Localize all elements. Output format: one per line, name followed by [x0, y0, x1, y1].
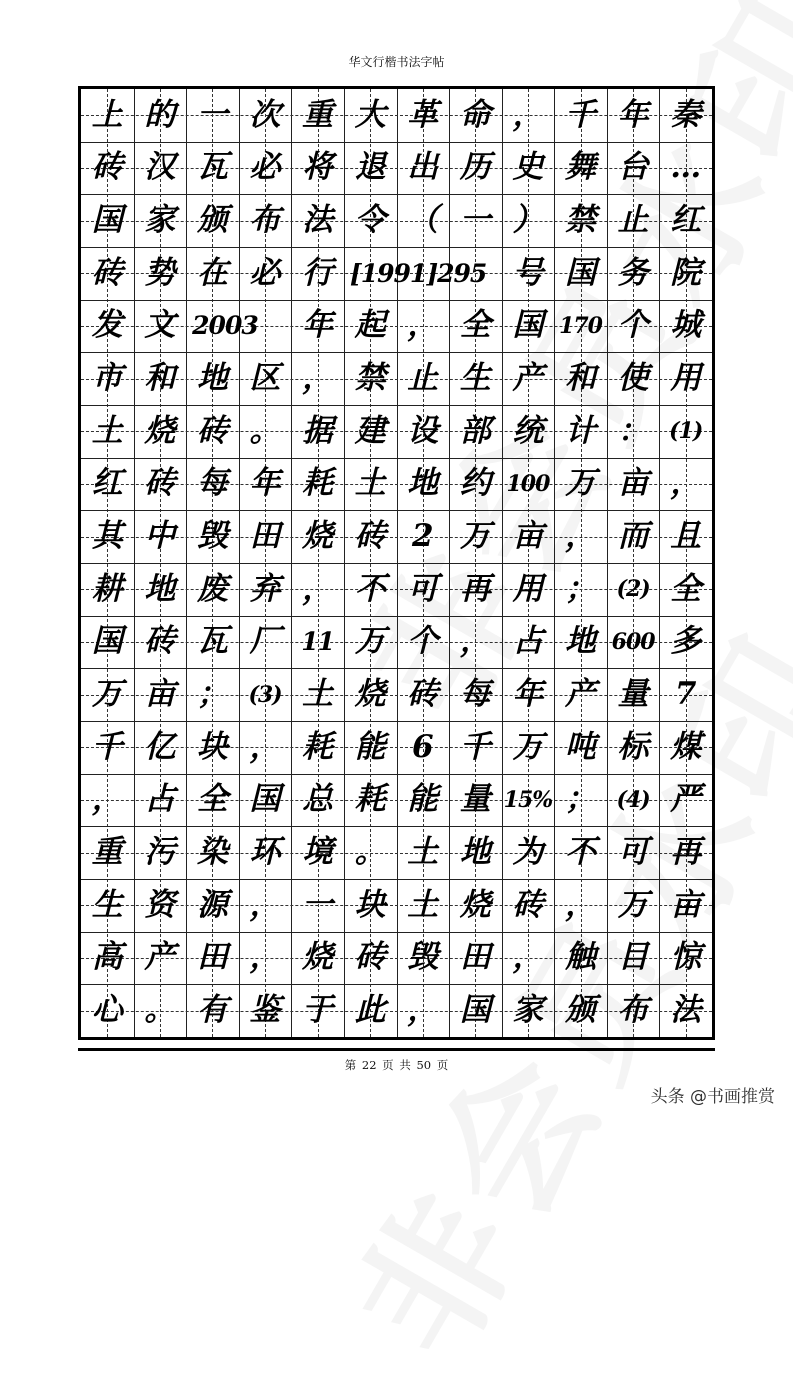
grid-character-cell: 毁	[196, 518, 228, 555]
grid-character-cell: 有	[196, 992, 228, 1029]
grid-character-cell: 出	[407, 149, 439, 186]
grid-character-cell: 的	[144, 96, 176, 133]
grid-character-cell: 境	[302, 834, 334, 871]
grid-character-cell: 能	[354, 728, 386, 765]
grid-character-cell: ，	[512, 939, 544, 976]
grid-character-cell: 而	[617, 518, 649, 555]
grid-character-cell: 不	[354, 570, 386, 607]
grid-character-cell: 田	[249, 518, 281, 555]
grid-character-cell: 年	[249, 465, 281, 502]
grid-character-cell: 台	[617, 149, 649, 186]
grid-character-cell: 产	[565, 676, 597, 713]
grid-character-cell: 国	[249, 781, 281, 818]
grid-character-cell: 土	[91, 412, 123, 449]
grid-character-cell: 亩	[617, 465, 649, 502]
grid-character-cell: 6	[412, 728, 434, 765]
grid-character-cell: 能	[407, 781, 439, 818]
grid-character-cell: 2	[412, 518, 434, 555]
grid-character-cell: 100	[506, 470, 550, 497]
grid-character-cell: 全	[196, 781, 228, 818]
grid-character-cell: 汉	[144, 149, 176, 186]
grid-character-cell: ，	[407, 992, 439, 1029]
grid-character-cell: 全	[670, 570, 702, 607]
grid-character-cell: 红	[91, 465, 123, 502]
grid-character-cell: 重	[91, 834, 123, 871]
grid-character-cell: 。	[144, 992, 176, 1029]
grid-character-cell: …	[670, 149, 702, 186]
grid-character-cell: 和	[144, 360, 176, 397]
grid-character-cell: 烧	[144, 412, 176, 449]
grid-character-cell: 烧	[459, 886, 491, 923]
grid-character-cell: 千	[91, 728, 123, 765]
grid-character-cell: ，	[512, 96, 544, 133]
grid-character-cell: 亩	[144, 676, 176, 713]
grid-character-cell: 源	[196, 886, 228, 923]
grid-character-cell: 11	[301, 627, 335, 657]
grid-character-cell: 砖	[407, 676, 439, 713]
grid-character-cell: 舞	[565, 149, 597, 186]
grid-character-cell: ；	[565, 781, 597, 818]
grid-character-cell: 势	[144, 254, 176, 291]
grid-character-cell: 耗	[354, 781, 386, 818]
grid-character-cell: 个	[617, 307, 649, 344]
grid-character-cell: ，	[249, 728, 281, 765]
grid-character-cell: 于	[302, 992, 334, 1029]
grid-character-cell: 可	[617, 834, 649, 871]
grid-character-cell: 亿	[144, 728, 176, 765]
grid-character-cell: 每	[196, 465, 228, 502]
grid-character-cell: 史	[512, 149, 544, 186]
grid-character-cell: 地	[565, 623, 597, 660]
grid-character-cell: 耗	[302, 465, 334, 502]
grid-character-cell: (4)	[616, 786, 650, 813]
grid-character-cell: 计	[565, 412, 597, 449]
calligraphy-grid	[81, 89, 712, 1037]
grid-character-cell: 量	[617, 676, 649, 713]
source-attribution: 头条 @书画推赏	[650, 1087, 775, 1107]
grid-character-cell: 染	[196, 834, 228, 871]
grid-character-cell: 砖	[144, 623, 176, 660]
grid-character-cell: 污	[144, 834, 176, 871]
page-number: 第 22 页 共 50 页	[344, 1058, 449, 1072]
grid-character-cell: 且	[670, 518, 702, 555]
grid-character-cell: 用	[670, 360, 702, 397]
grid-character-cell: 万	[617, 886, 649, 923]
grid-character-cell: 颁	[565, 992, 597, 1029]
grid-character-cell: 国	[91, 202, 123, 239]
grid-character-cell: 2003	[192, 311, 258, 341]
grid-character-cell: ，	[302, 360, 334, 397]
grid-character-cell: ，	[459, 623, 491, 660]
grid-character-cell: 砖	[354, 939, 386, 976]
grid-character-cell: 土	[407, 834, 439, 871]
grid-character-cell: 颁	[196, 202, 228, 239]
grid-character-cell: 弃	[249, 570, 281, 607]
grid-character-cell: 重	[302, 96, 334, 133]
grid-character-cell: 年	[302, 307, 334, 344]
grid-character-cell: 标	[617, 728, 649, 765]
grid-character-cell: 区	[249, 360, 281, 397]
grid-character-cell: 次	[249, 96, 281, 133]
grid-character-cell: 止	[407, 360, 439, 397]
grid-character-cell: 砖	[91, 149, 123, 186]
grid-character-cell: 法	[302, 202, 334, 239]
grid-character-cell: 上	[91, 96, 123, 133]
grid-character-cell: 严	[670, 781, 702, 818]
grid-character-cell: 年	[617, 96, 649, 133]
grid-character-cell: ：	[617, 412, 649, 449]
grid-character-cell: 红	[670, 202, 702, 239]
grid-character-cell: 命	[459, 96, 491, 133]
grid-character-cell: (3)	[248, 681, 282, 708]
grid-character-cell: ；	[196, 676, 228, 713]
grid-character-cell: 煤	[670, 728, 702, 765]
grid-character-cell: 15%	[503, 786, 553, 813]
grid-character-cell: 高	[91, 939, 123, 976]
grid-character-cell: 资	[144, 886, 176, 923]
bottom-rule	[78, 1048, 715, 1051]
grid-character-cell: 瓦	[196, 149, 228, 186]
grid-character-cell: 历	[459, 149, 491, 186]
grid-character-cell: 。	[249, 412, 281, 449]
grid-character-cell: 国	[91, 623, 123, 660]
grid-character-cell: ，	[565, 518, 597, 555]
grid-character-cell: 中	[144, 518, 176, 555]
grid-character-cell: 烧	[302, 518, 334, 555]
grid-character-cell: 7	[674, 676, 697, 713]
grid-character-cell: 地	[407, 465, 439, 502]
grid-character-cell: 万	[354, 623, 386, 660]
grid-character-cell: 心	[91, 992, 123, 1029]
grid-character-cell: 生	[91, 886, 123, 923]
grid-character-cell: 厂	[249, 623, 281, 660]
grid-character-cell: 法	[670, 992, 702, 1029]
grid-character-cell: 布	[249, 202, 281, 239]
grid-character-cell: 统	[512, 412, 544, 449]
grid-character-cell: 号	[512, 254, 544, 291]
grid-character-cell: 布	[617, 992, 649, 1029]
grid-character-cell: (1)	[669, 418, 703, 445]
grid-character-cell: 占	[144, 781, 176, 818]
grid-character-cell: 万	[459, 518, 491, 555]
grid-character-cell: （	[407, 202, 439, 239]
grid-character-cell: 地	[196, 360, 228, 397]
grid-character-cell: 令	[354, 202, 386, 239]
grid-character-cell: 产	[144, 939, 176, 976]
grid-character-cell: 院	[670, 254, 702, 291]
grid-character-cell: 千	[565, 96, 597, 133]
grid-character-cell: 必	[249, 254, 281, 291]
grid-character-cell: 城	[670, 307, 702, 344]
grid-character-cell: 全	[459, 307, 491, 344]
grid-character-cell: 地	[144, 570, 176, 607]
grid-character-cell: 地	[459, 834, 491, 871]
grid-character-cell: 万	[512, 728, 544, 765]
grid-character-cell: ）	[512, 202, 544, 239]
grid-character-cell: 砖	[144, 465, 176, 502]
grid-character-cell: 环	[249, 834, 281, 871]
grid-character-cell: ，	[91, 781, 123, 818]
grid-character-cell: 瓦	[196, 623, 228, 660]
grid-character-cell: 土	[354, 465, 386, 502]
grid-character-cell: 砖	[196, 412, 228, 449]
grid-character-cell: 必	[249, 149, 281, 186]
grid-character-cell: 其	[91, 518, 123, 555]
grid-character-cell: 亩	[512, 518, 544, 555]
grid-character-cell: 部	[459, 412, 491, 449]
grid-character-cell: 务	[617, 254, 649, 291]
grid-character-cell: [1991]295	[349, 258, 487, 288]
grid-character-cell: 砖	[512, 886, 544, 923]
grid-character-cell: 总	[302, 781, 334, 818]
grid-character-cell: 鉴	[249, 992, 281, 1029]
grid-character-cell: 耕	[91, 570, 123, 607]
grid-character-cell: 建	[354, 412, 386, 449]
grid-character-cell: 生	[459, 360, 491, 397]
grid-character-cell: 块	[196, 728, 228, 765]
grid-character-cell: 耗	[302, 728, 334, 765]
grid-character-cell: 据	[302, 412, 334, 449]
grid-character-cell: 千	[459, 728, 491, 765]
grid-character-cell: ，	[249, 939, 281, 976]
grid-character-cell: 废	[196, 570, 228, 607]
grid-character-cell: 每	[459, 676, 491, 713]
grid-character-cell: 使	[617, 360, 649, 397]
grid-character-cell: 国	[459, 992, 491, 1029]
grid-character-cell: 止	[617, 202, 649, 239]
grid-character-cell: 用	[512, 570, 544, 607]
grid-character-cell: 烧	[302, 939, 334, 976]
grid-character-cell: 块	[354, 886, 386, 923]
grid-character-cell: 此	[354, 992, 386, 1029]
grid-character-cell: 万	[91, 676, 123, 713]
grid-character-cell: 再	[459, 570, 491, 607]
grid-character-cell: 田	[196, 939, 228, 976]
grid-character-cell: 砖	[354, 518, 386, 555]
grid-character-cell: 一	[196, 96, 228, 133]
grid-character-cell: 占	[512, 623, 544, 660]
grid-character-cell: 亩	[670, 886, 702, 923]
grid-character-cell: 市	[91, 360, 123, 397]
grid-character-cell: 一	[459, 202, 491, 239]
grid-character-cell: 年	[512, 676, 544, 713]
grid-character-cell: 在	[196, 254, 228, 291]
grid-character-cell: 禁	[354, 360, 386, 397]
grid-character-cell: 国	[565, 254, 597, 291]
grid-character-cell: 砖	[91, 254, 123, 291]
grid-character-cell: 600	[611, 628, 655, 655]
grid-character-cell: 退	[354, 149, 386, 186]
grid-character-cell: 文	[144, 307, 176, 344]
grid-character-cell: 禁	[565, 202, 597, 239]
grid-character-cell: 土	[407, 886, 439, 923]
grid-character-cell: 革	[407, 96, 439, 133]
grid-character-cell: 毁	[407, 939, 439, 976]
grid-character-cell: 发	[91, 307, 123, 344]
grid-character-cell: 吨	[565, 728, 597, 765]
grid-character-cell: 170	[559, 312, 602, 339]
grid-character-cell: 目	[617, 939, 649, 976]
grid-character-cell: 产	[512, 360, 544, 397]
grid-character-cell: 万	[565, 465, 597, 502]
grid-character-cell: 家	[512, 992, 544, 1029]
grid-character-cell: 量	[459, 781, 491, 818]
grid-character-cell: 行	[302, 254, 334, 291]
grid-character-cell: 烧	[354, 676, 386, 713]
grid-character-cell: 设	[407, 412, 439, 449]
grid-character-cell: 约	[459, 465, 491, 502]
page-header-title: 华文行楷书法字帖	[348, 55, 445, 69]
grid-character-cell: (2)	[616, 576, 650, 603]
grid-character-cell: ，	[565, 886, 597, 923]
grid-character-cell: 可	[407, 570, 439, 607]
grid-character-cell: 大	[354, 96, 386, 133]
grid-character-cell: 和	[565, 360, 597, 397]
grid-character-cell: 家	[144, 202, 176, 239]
grid-character-cell: 为	[512, 834, 544, 871]
grid-character-cell: 将	[302, 149, 334, 186]
grid-character-cell: 秦	[670, 96, 702, 133]
grid-character-cell: 不	[565, 834, 597, 871]
grid-character-cell: 田	[459, 939, 491, 976]
grid-character-cell: 起	[354, 307, 386, 344]
grid-character-cell: 土	[302, 676, 334, 713]
grid-character-cell: ；	[565, 570, 597, 607]
grid-character-cell: ，	[670, 465, 702, 502]
grid-character-cell: 。	[354, 834, 386, 871]
grid-character-cell: 再	[670, 834, 702, 871]
grid-character-cell: ，	[249, 886, 281, 923]
grid-character-cell: 个	[407, 623, 439, 660]
grid-character-cell: 惊	[670, 939, 702, 976]
grid-character-cell: 触	[565, 939, 597, 976]
grid-character-cell: ，	[302, 570, 334, 607]
grid-character-cell: 国	[512, 307, 544, 344]
grid-character-cell: ，	[407, 307, 439, 344]
grid-character-cell: 一	[302, 886, 334, 923]
grid-character-cell: 多	[670, 623, 702, 660]
